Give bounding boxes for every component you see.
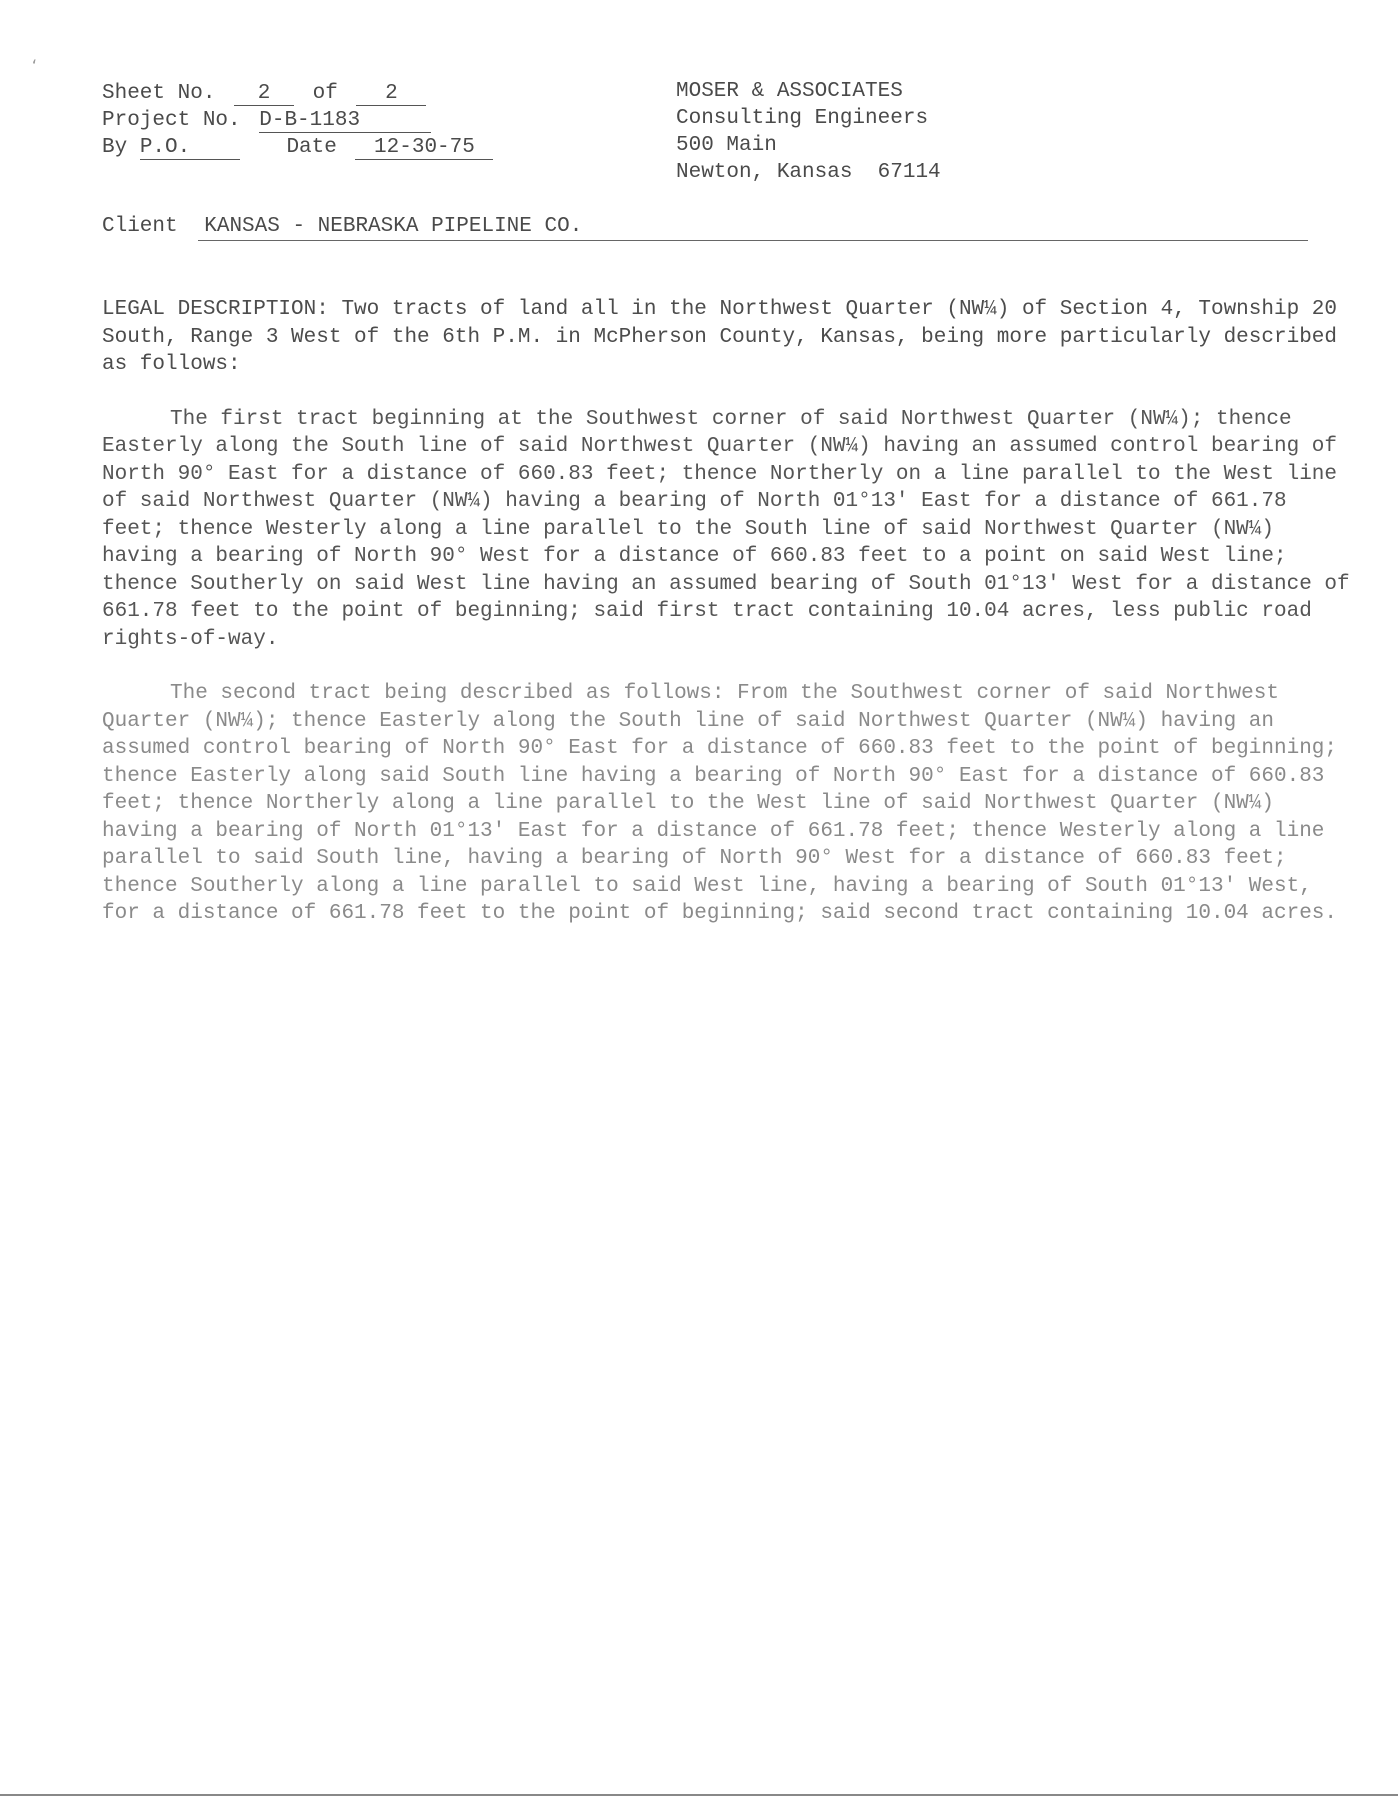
- of-label: of: [312, 82, 338, 105]
- project-label: Project No.: [102, 109, 241, 132]
- sheet-info-block: [102, 80, 493, 161]
- project-number-row: [102, 107, 493, 134]
- legal-description-body: [102, 296, 1362, 955]
- client-row: [102, 215, 582, 238]
- client-label: Client: [102, 215, 178, 238]
- firm-city: Newton, Kansas 67114: [676, 161, 941, 184]
- firm-name: MOSER & ASSOCIATES: [676, 80, 903, 103]
- sheet-number-row: [102, 80, 493, 107]
- firm-subtitle: Consulting Engineers: [676, 107, 929, 130]
- scan-bottom-edge: [0, 1794, 1398, 1796]
- sheet-total: 2: [356, 83, 426, 106]
- first-tract-paragraph: The first tract beginning at the Southwest corner of said Northwest Quarter (NW¼); thence Easterly along the South line of said Northwest Quarter (NW¼) having an assumed control bearing of North 90° East for a distance of 660.83 feet; thence Northerly on a line parallel to the West line of said Northwest Quarter (NW¼) having a bearing of North 01°13' East for a distance of 661.78 feet; thence Westerly along a line parallel to the South line of said Northwest Quarter (NW¼) having a bearing of North 90° West for a distance of 660.83 feet to a point on said West line; thence Southerly on said West line having an assumed bearing of South 01°13' West for a distance of 661.78 feet to the point of beginning; said first tract containing 10.04 acres, less public road rights-of-way.: [102, 407, 1350, 651]
- legal-description-intro: LEGAL DESCRIPTION: Two tracts of land all in the Northwest Quarter (NW¼) of Section 4, Township 20 South, Range 3 West of the 6th P.M. in McPherson County, Kansas, being more particularly described as follows:: [102, 298, 1338, 376]
- project-number: D-B-1183: [259, 110, 431, 133]
- firm-street: 500 Main: [676, 134, 777, 157]
- firm-address-block: [676, 78, 941, 186]
- client-name: KANSAS - NEBRASKA PIPELINE CO.: [204, 215, 583, 238]
- sheet-label: Sheet No.: [102, 82, 216, 105]
- by-value: P.O.: [140, 137, 240, 160]
- second-tract-paragraph: The second tract being described as follows: From the Southwest corner of said Northwest Quarter (NW¼); thence Easterly along the South line of said Northwest Quarter (NW¼) having an assumed control bearing of North 90° East for a distance of 660.83 feet to the point of beginning; thence Easterly along said South line having a bearing of North 90° East for a distance of 660.83 feet; thence Northerly along a line parallel to the West line of said Northwest Quarter (NW¼) having a bearing of North 01°13' East for a distance of 661.78 feet; thence Westerly along a line parallel to said South line, having a bearing of North 90° West for a distance of 660.83 feet; thence Southerly along a line parallel to said West line, having a bearing of South 01°13' West, for a distance of 661.78 feet to the point of beginning; said second tract containing 10.04 acres.: [102, 682, 1338, 925]
- sheet-number: 2: [234, 83, 294, 106]
- date-value: 12-30-75: [355, 137, 493, 160]
- scan-speck: ʻ: [30, 58, 39, 74]
- date-label: Date: [286, 136, 337, 159]
- client-underline: [198, 240, 1308, 241]
- by-label: By: [102, 136, 128, 159]
- by-date-row: [102, 134, 493, 161]
